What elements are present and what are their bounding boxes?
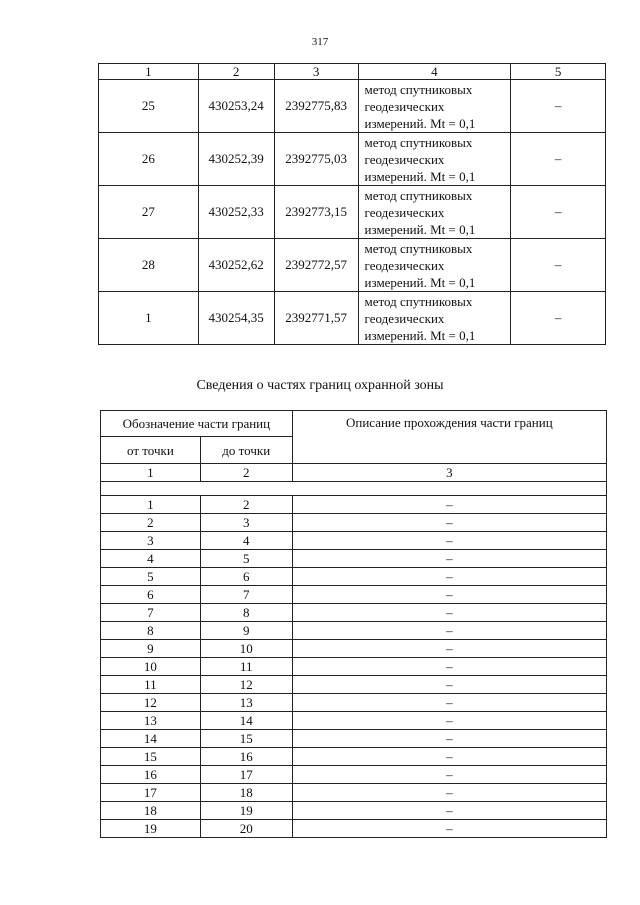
to-point: 19: [200, 802, 292, 820]
from-point: 11: [101, 676, 201, 694]
boundary-part-row: [101, 694, 607, 712]
from-point: 7: [101, 604, 201, 622]
parts-header-row: [101, 411, 607, 437]
from-point: 10: [101, 658, 201, 676]
boundary-part-row: [101, 766, 607, 784]
method-cell: [358, 292, 511, 345]
column-number: 1: [101, 464, 201, 482]
to-point: 15: [200, 730, 292, 748]
method-line: геодезических: [364, 257, 445, 273]
to-point: 17: [200, 766, 292, 784]
part-description: –: [292, 586, 606, 604]
method-line: метод спутниковых: [364, 293, 473, 309]
from-point: 3: [101, 532, 201, 550]
method-cell: [358, 186, 511, 239]
column-number: 2: [200, 464, 292, 482]
part-description: –: [292, 640, 606, 658]
to-point: 5: [200, 550, 292, 568]
part-description: –: [292, 514, 606, 532]
column-number: 2: [198, 64, 274, 80]
from-point: 16: [101, 766, 201, 784]
boundary-part-row: [101, 748, 607, 766]
y-coordinate: 2392772,57: [274, 239, 358, 292]
method-line: измерений. Mt = 0,1: [364, 168, 476, 184]
part-description: –: [292, 748, 606, 766]
from-point: 15: [101, 748, 201, 766]
to-point: 10: [200, 640, 292, 658]
method-line: геодезических: [364, 151, 445, 167]
part-description: –: [292, 550, 606, 568]
to-point: 16: [200, 748, 292, 766]
boundary-parts-table: [100, 410, 607, 838]
method-line: геодезических: [364, 310, 445, 326]
boundary-part-row: [101, 784, 607, 802]
part-description: –: [292, 694, 606, 712]
group-header: Обозначение части границ: [101, 411, 293, 437]
note-cell: –: [511, 80, 606, 133]
from-point: 2: [101, 514, 201, 532]
from-point: 18: [101, 802, 201, 820]
part-description: –: [292, 604, 606, 622]
to-point: 7: [200, 586, 292, 604]
boundary-part-row: [101, 820, 607, 838]
part-description: –: [292, 802, 606, 820]
boundary-part-row: [101, 550, 607, 568]
boundary-part-row: [101, 568, 607, 586]
boundary-part-row: [101, 586, 607, 604]
part-description: –: [292, 730, 606, 748]
to-point: 14: [200, 712, 292, 730]
boundary-part-row: [101, 640, 607, 658]
to-point-header: до точки: [200, 437, 292, 464]
to-point: 18: [200, 784, 292, 802]
from-point: 8: [101, 622, 201, 640]
column-number: 3: [292, 464, 606, 482]
to-point: 9: [200, 622, 292, 640]
method-line: измерений. Mt = 0,1: [364, 327, 476, 343]
parts-column-numbers-row: [101, 464, 607, 482]
coordinate-row: [99, 292, 606, 345]
to-point: 11: [200, 658, 292, 676]
boundary-part-row: [101, 712, 607, 730]
part-description: –: [292, 622, 606, 640]
from-point: 17: [101, 784, 201, 802]
from-point: 9: [101, 640, 201, 658]
method-line: геодезических: [364, 204, 445, 220]
part-description: –: [292, 784, 606, 802]
from-point: 19: [101, 820, 201, 838]
x-coordinate: 430253,24: [198, 80, 274, 133]
method-cell: [358, 239, 511, 292]
method-line: измерений. Mt = 0,1: [364, 221, 476, 237]
coordinate-row: [99, 133, 606, 186]
part-description: –: [292, 676, 606, 694]
method-line: измерений. Mt = 0,1: [364, 115, 476, 131]
coordinates-table: [98, 63, 606, 345]
method-line: метод спутниковых: [364, 187, 473, 203]
to-point: 2: [200, 496, 292, 514]
y-coordinate: 2392775,03: [274, 133, 358, 186]
to-point: 8: [200, 604, 292, 622]
part-description: –: [292, 568, 606, 586]
point-number: 25: [99, 80, 199, 133]
method-line: метод спутниковых: [364, 81, 473, 97]
boundary-part-row: [101, 658, 607, 676]
section-title: Сведения о частях границ охранной зоны: [196, 378, 444, 393]
method-line: измерений. Mt = 0,1: [364, 274, 476, 290]
note-cell: –: [511, 239, 606, 292]
coordinate-row: [99, 80, 606, 133]
from-point-header: от точки: [101, 437, 201, 464]
x-coordinate: 430252,62: [198, 239, 274, 292]
method-line: метод спутниковых: [364, 240, 473, 256]
to-point: 4: [200, 532, 292, 550]
note-cell: –: [511, 133, 606, 186]
y-coordinate: 2392771,57: [274, 292, 358, 345]
method-cell: [358, 80, 511, 133]
from-point: 14: [101, 730, 201, 748]
to-point: 12: [200, 676, 292, 694]
point-number: 28: [99, 239, 199, 292]
point-number: 27: [99, 186, 199, 239]
from-point: 1: [101, 496, 201, 514]
point-number: 1: [99, 292, 199, 345]
to-point: 13: [200, 694, 292, 712]
to-point: 6: [200, 568, 292, 586]
method-cell: [358, 133, 511, 186]
to-point: 20: [200, 820, 292, 838]
method-line: метод спутниковых: [364, 134, 473, 150]
from-point: 4: [101, 550, 201, 568]
part-description: –: [292, 712, 606, 730]
note-cell: –: [511, 292, 606, 345]
x-coordinate: 430252,33: [198, 186, 274, 239]
part-description: –: [292, 496, 606, 514]
to-point: 3: [200, 514, 292, 532]
method-line: геодезических: [364, 98, 445, 114]
column-number: 4: [358, 64, 511, 80]
column-number: 3: [274, 64, 358, 80]
coordinate-row: [99, 186, 606, 239]
from-point: 6: [101, 586, 201, 604]
column-number: 1: [99, 64, 199, 80]
boundary-part-row: [101, 514, 607, 532]
part-description: –: [292, 532, 606, 550]
from-point: 5: [101, 568, 201, 586]
x-coordinate: 430252,39: [198, 133, 274, 186]
description-header: Описание прохождения части границ: [292, 411, 606, 464]
boundary-part-row: [101, 802, 607, 820]
boundary-part-row: [101, 496, 607, 514]
note-cell: –: [511, 186, 606, 239]
coordinates-header-row: [99, 64, 606, 80]
boundary-part-row: [101, 676, 607, 694]
part-description: –: [292, 820, 606, 838]
coordinate-row: [99, 239, 606, 292]
boundary-part-row: [101, 622, 607, 640]
y-coordinate: 2392773,15: [274, 186, 358, 239]
point-number: 26: [99, 133, 199, 186]
part-description: –: [292, 766, 606, 784]
column-number: 5: [511, 64, 606, 80]
boundary-part-row: [101, 532, 607, 550]
from-point: 12: [101, 694, 201, 712]
x-coordinate: 430254,35: [198, 292, 274, 345]
empty-cell: [101, 482, 607, 496]
y-coordinate: 2392775,83: [274, 80, 358, 133]
boundary-part-row: [101, 604, 607, 622]
boundary-part-row: [101, 730, 607, 748]
from-point: 13: [101, 712, 201, 730]
page-number: 317: [311, 36, 329, 48]
part-description: –: [292, 658, 606, 676]
empty-row: [101, 482, 607, 496]
